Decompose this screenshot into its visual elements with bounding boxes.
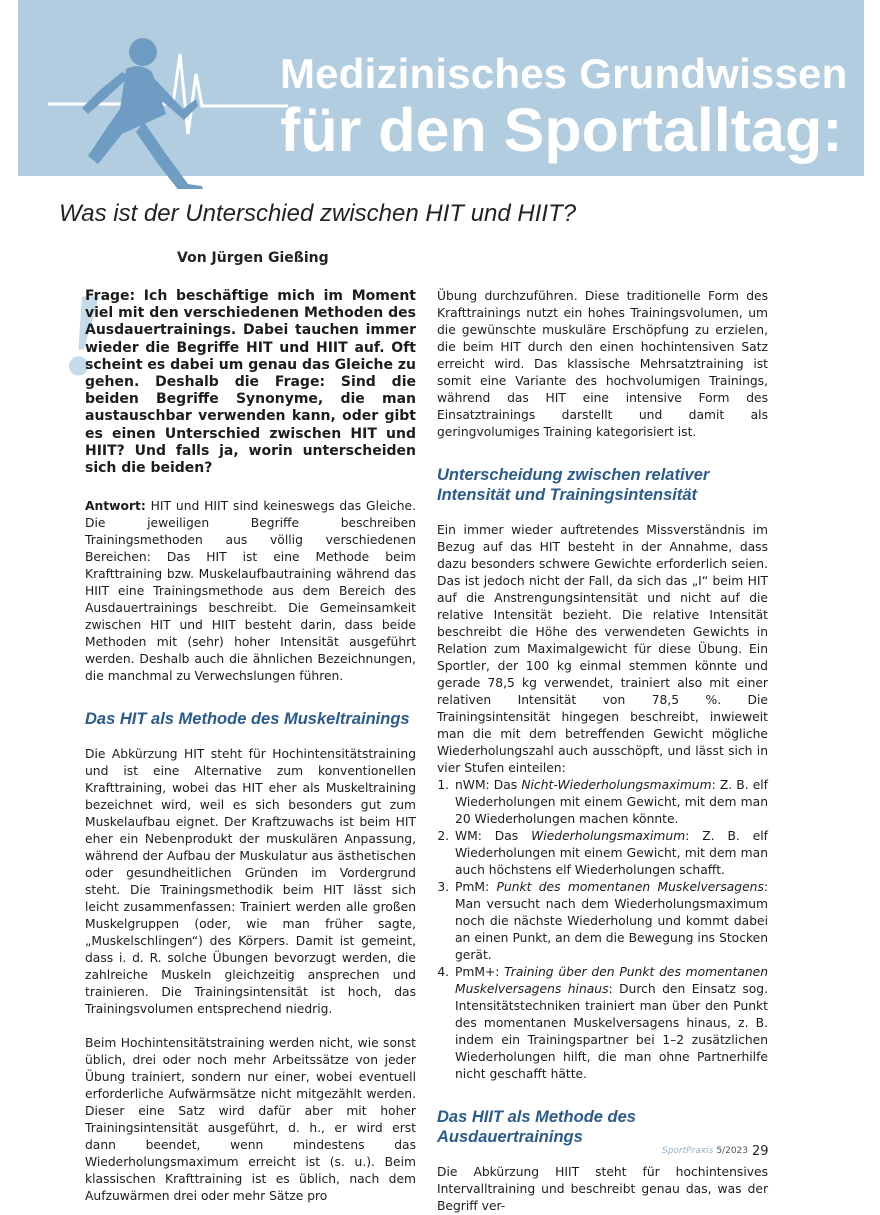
section1-paragraph-2: Beim Hochintensitätstraining werden nicht, wie sonst üblich, drei oder noch mehr Arbeitssätze von jeder Übung trainiert, sondern nur einer, wobei eventuell erforderliche Aufwärmsätze nicht mitgezählt werden. Dieser eine Satz wird dafür aber mit hoher Trainingsintensität ausgeführt, d. h., er wird erst dann beendet, wenn mindestens das Wiederholungsmaximum erreicht ist (s. u.). Beim klassischen Krafttraining ist es üblich, nach dem Aufzuwärmen drei oder mehr Sätze pro (85, 1036, 416, 1204)
section2-paragraph-1: Ein immer wieder auftretendes Missverständnis im Bezug auf das HIT besteht in der Annahme, dass dazu besonders schwere Gewichte erforderlich seien. Das ist jedoch nicht der Fall, da sich das „I“ beim HIT auf die Anstrengungsintensität und nicht auf die relative Intensität bezieht. Die relative Intensität beschreibt die Höhe des verwendeten Gewichts in Relation zum Maximalgewicht für diese Übung. Ein Sportler, der 100 kg einmal stemmen könnte und gerade 78,5 kg verwendet, trainiert also mit einer relativen Intensität von 78,5 %. Die Trainingsintensität hingegen beschreibt, inwieweit man die mit dem betreffenden Gewicht mögliche Wiederholungszahl auch ausschöpft, und lässt sich in vier Stufen einteilen: (437, 523, 768, 775)
left-column (85, 288, 416, 1205)
section1-paragraph-1: Die Abkürzung HIT steht für Hochintensitätstraining und ist eine Alternative zum konventionellen Krafttraining, wobei das HIT eher als Muskeltraining bezeichnet wird, weil es sich besonders gut zum Muskelaufbau eignet. Der Kraftzuwachs ist beim HIT eher ein Nebenprodukt der muskulären Anpassung, während der Aufbau der Muskulatur aus ästhetischen oder gesundheitlichen Gründen im Vordergrund steht. Die Trainingsmethodik beim HIT lässt sich leicht zusammenfassen: Trainiert werden alle großen Muskelgruppen (oder, wie man früher sagte, „Muskelschlingen“) des Körpers. Damit ist gemeint, dass i. d. R. solche Übungen bevorzugt werden, die zahlreiche Muskeln gleichzeitig ansprechen und trainieren. Die Trainingsintensität ist hoch, das Trainingsvolumen entsprechend niedrig. (85, 747, 416, 1017)
runner-icon (48, 14, 288, 189)
magazine-name: SportPraxis (662, 1146, 714, 1156)
answer-label: Antwort: (85, 499, 146, 514)
section3-paragraph-1: Die Abkürzung HIIT steht für hochintensives Intervalltraining und beschreibt genau das, was der Begriff ver- (437, 1165, 768, 1213)
answer-paragraph (85, 498, 416, 685)
intensity-levels-list (437, 777, 768, 1083)
page-number: 29 (752, 1144, 769, 1159)
banner-title-line2: für den Sportalltag: (280, 96, 843, 164)
list-item: 1. nWM: Das Nicht-Wiederholungsmaximum: Z. B. elf Wiederholungen mit einem Gewicht, mit dem man 20 Wiederholungen machen könnte. (453, 777, 768, 828)
section1-paragraph-3: Übung durchzuführen. Diese traditionelle Form des Krafttrainings nutzt ein hohes Trainingsvolumen, um die gewünschte muskuläre Erschöpfung zu erzielen, die beim HIT durch den einen hochintensiven Satz erreicht wird. Das klassische Mehrsatztraining ist somit eine Variante des hochvolumigen Trainings, während das HIT eine intensive Form des Einsatztrainings darstellt und damit als geringvolumiges Training kategorisiert ist. (437, 289, 768, 439)
author-line: Von Jürgen Gießing (177, 250, 329, 266)
exclamation-mark-icon: ! (60, 269, 106, 400)
question-text: Frage: Ich beschäftige mich im Moment viel mit den verschiedenen Methoden des Ausdauertrainings. Dabei tauchen immer wieder die Begriffe HIT und HIIT auf. Oft scheint es dabei um genau das Gleiche zu gehen. Deshalb die Frage: Sind die beiden Begriffe Synonyme, die man austauschbar verwenden kann, oder gibt es einen Unterschied zwischen HIT und HIIT? Und falls ja, worin unterscheiden sich die beiden? (85, 288, 416, 477)
issue-number: 5/2023 (716, 1146, 748, 1156)
list-item: 2. WM: Das Wiederholungsmaximum: Z. B. elf Wiederholungen mit einem Gewicht, mit dem man auch höchstens elf Wiederholungen schafft. (453, 828, 768, 879)
right-column (437, 288, 768, 1215)
header-banner (18, 0, 864, 176)
article-subtitle: Was ist der Unterschied zwischen HIT und HIIT? (59, 200, 577, 227)
list-item: 3. PmM: Punkt des momentanen Muskelversagens: Man versucht nach dem Wiederholungsmaximum noch die nächste Wiederholung und kommt dabei an einen Punkt, an dem die Bewegung ins Stocken gerät. (453, 879, 768, 964)
section-heading-intensity: Unterscheidung zwischen relativer Intensität und Trainingsintensität (437, 466, 710, 504)
section-heading-hit: Das HIT als Methode des Muskeltrainings (85, 710, 410, 729)
banner-title-line1: Medizinisches Grundwissen (280, 50, 848, 97)
footer-magazine (662, 1146, 748, 1156)
list-item: 4. PmM+: Training über den Punkt des momentanen Muskelversagens hinaus: Durch den Einsatz sog. Intensitätstechniken trainiert man über den Punkt des momentanen Muskelversagens hinaus, z. B. indem ein Trainingspartner bei 1–2 zusätzlichen Wiederholungen hilft, die man ohne Partnerhilfe nicht geschafft hätte. (453, 964, 768, 1083)
section-heading-hiit: Das HIIT als Methode des Ausdauertrainings (437, 1108, 636, 1146)
answer-text: HIT und HIIT sind keineswegs das Gleiche. Die jeweiligen Begriffe beschreiben Trainingsmethoden aus völlig verschiedenen Bereichen: Das HIT ist eine Methode beim Krafttraining bzw. Muskelaufbautraining während das HIIT eine Trainingsmethode aus dem Bereich des Ausdauertrainings beschreibt. Die Gemeinsamkeit zwischen HIT und HIIT besteht darin, dass beide Methoden mit (sehr) hoher Intensität ausgeführt werden. Deshalb auch die ähnlichen Bezeichnungen, die manchmal zu Verwechslungen führen. (85, 499, 416, 684)
